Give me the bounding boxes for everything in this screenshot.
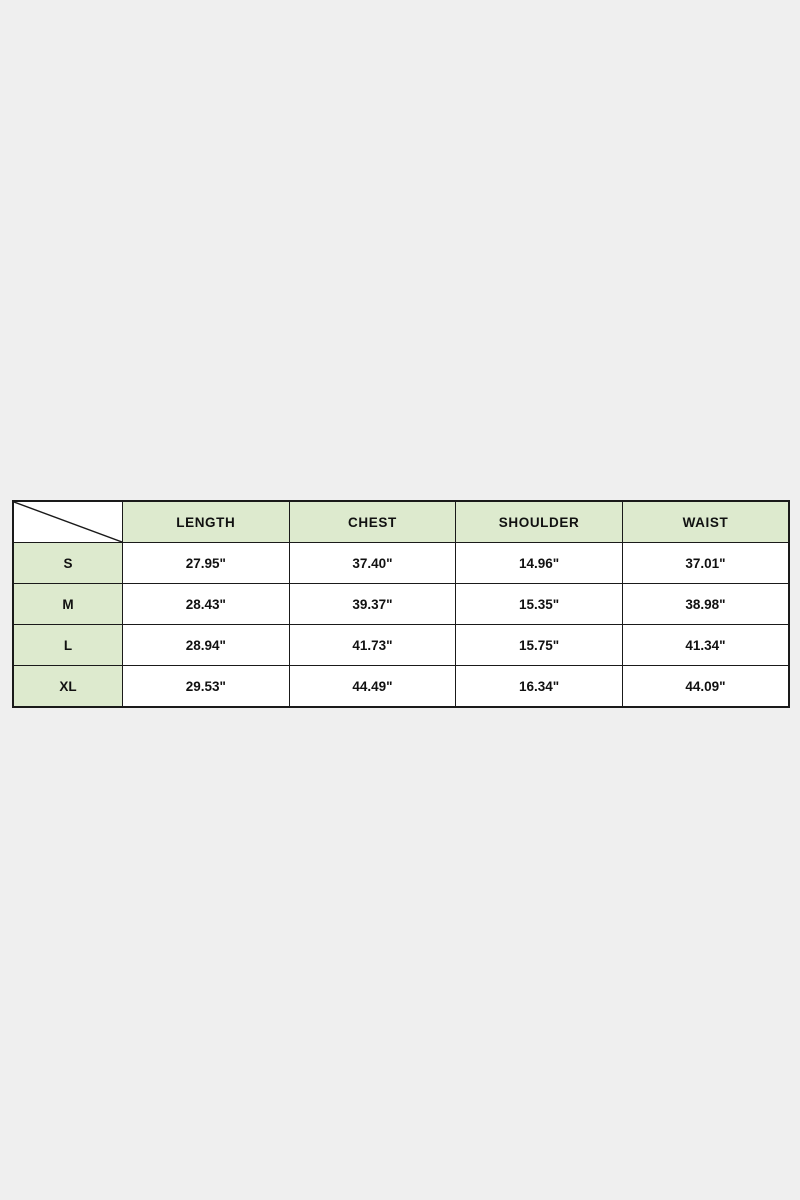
cell-m-chest: 39.37" [289,584,456,625]
table-header-row [13,501,789,543]
column-header-shoulder: SHOULDER [456,501,623,543]
cell-xl-shoulder: 16.34" [456,666,623,708]
cell-m-length: 28.43" [123,584,290,625]
cell-l-chest: 41.73" [289,625,456,666]
table-row [13,584,789,625]
cell-xl-chest: 44.49" [289,666,456,708]
cell-s-length: 27.95" [123,543,290,584]
table-row [13,625,789,666]
column-header-length: LENGTH [123,501,290,543]
corner-cell-diagonal [13,501,123,543]
cell-m-shoulder: 15.35" [456,584,623,625]
column-header-chest: CHEST [289,501,456,543]
table-row [13,543,789,584]
column-header-waist: WAIST [622,501,789,543]
row-label-s: S [13,543,123,584]
row-label-xl: XL [13,666,123,708]
size-chart-header [13,501,789,543]
cell-l-waist: 41.34" [622,625,789,666]
cell-s-chest: 37.40" [289,543,456,584]
diagonal-divider-icon [14,502,122,542]
cell-xl-length: 29.53" [123,666,290,708]
cell-l-length: 28.94" [123,625,290,666]
size-chart-body [13,543,789,708]
cell-xl-waist: 44.09" [622,666,789,708]
cell-s-waist: 37.01" [622,543,789,584]
cell-m-waist: 38.98" [622,584,789,625]
size-chart-container [12,500,790,708]
size-chart-table [12,500,790,708]
table-row [13,666,789,708]
cell-l-shoulder: 15.75" [456,625,623,666]
row-label-m: M [13,584,123,625]
row-label-l: L [13,625,123,666]
cell-s-shoulder: 14.96" [456,543,623,584]
